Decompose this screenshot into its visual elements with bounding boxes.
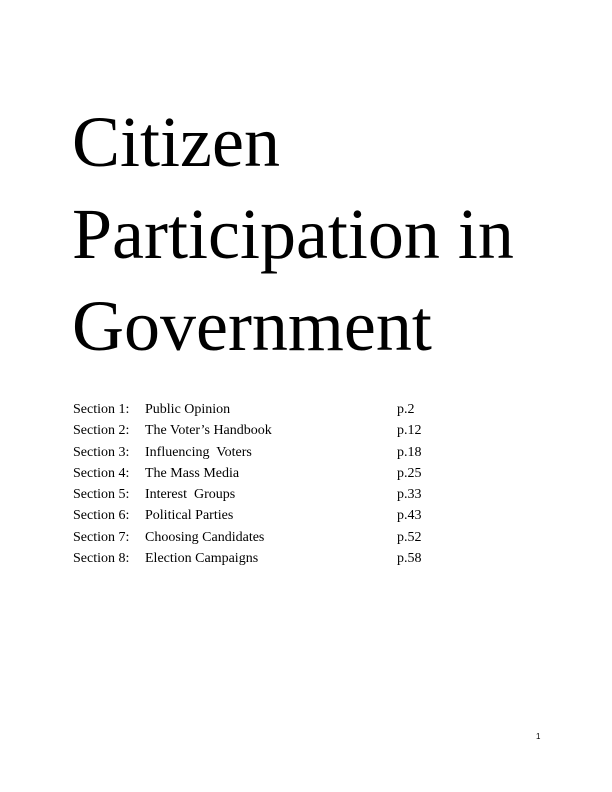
document-title (72, 96, 514, 372)
toc-page: p.43 (397, 508, 422, 524)
title-line: Government (72, 286, 432, 366)
toc-title: Influencing Voters (145, 444, 252, 460)
toc-title: The Mass Media (145, 465, 240, 481)
toc-section: Section 3: (73, 444, 130, 460)
page-number: 1 (536, 732, 541, 741)
toc-section: Section 2: (73, 423, 130, 439)
toc-section: Section 1: (73, 402, 130, 417)
title-line: Participation in (72, 194, 514, 274)
toc-page: p.58 (397, 551, 422, 567)
toc-page: p.25 (397, 465, 422, 481)
toc-title: Public Opinion (145, 402, 231, 417)
toc-section: Section 4: (73, 465, 130, 481)
toc-section: Section 5: (73, 487, 130, 503)
toc-title: The Voter’s Handbook (145, 423, 272, 439)
toc-section: Section 6: (73, 508, 130, 524)
toc-section: Section 8: (73, 551, 130, 567)
toc-title: Choosing Candidates (145, 529, 265, 545)
toc-page: p.2 (397, 402, 415, 417)
title-line: Citizen (72, 102, 280, 182)
toc-title: Interest Groups (145, 487, 236, 503)
toc-page: p.52 (397, 529, 422, 545)
toc-title: Political Parties (145, 508, 234, 524)
toc-page: p.12 (397, 423, 422, 439)
toc-page: p.33 (397, 487, 422, 503)
toc-section: Section 7: (73, 529, 130, 545)
toc-page: p.18 (397, 444, 422, 460)
toc-title: Election Campaigns (145, 551, 259, 567)
